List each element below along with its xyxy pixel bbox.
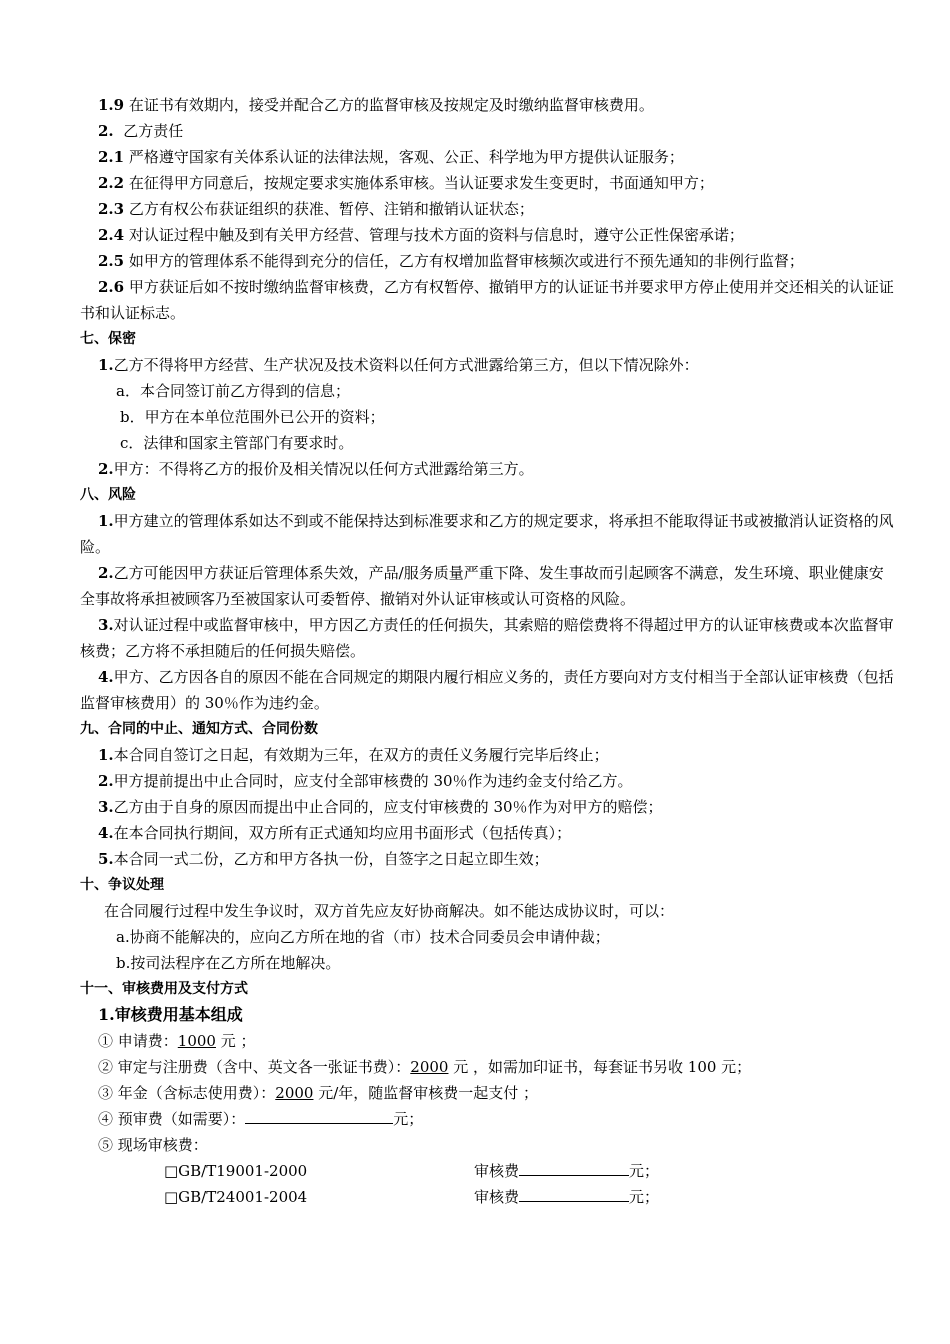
clause-number: 2.2 [98,174,125,192]
confidentiality-clause-1 [80,352,895,378]
fee-composition-title: 1.审核费用基本组成 [98,1005,243,1024]
clause-number: 1. [98,356,114,374]
risk-clause-2 [80,560,895,612]
clause-text: 乙方责任 [123,122,184,140]
fee-application [80,1028,895,1054]
clause-text: 乙方由于自身的原因而提出中止合同的，应支付审核费的 30％作为对甲方的赔偿； [113,798,663,816]
clause-text: 甲方获证后如不按时缴纳监督审核费，乙方有权暂停、撤销甲方的认证证书并要求甲方停止使用并交还相关的认证证书和认证标志。 [80,278,894,322]
fee-label: ④ 预审费（如需要）： [98,1110,246,1128]
clause-text: 严格遵守国家有关体系认证的法律法规，客观、公正、科学地为甲方提供认证服务； [128,148,684,166]
fee-suffix: 元/年，随监督审核费一起支付 ； [313,1084,539,1102]
standard-fee [474,1184,659,1210]
section-heading-risk: 八、风险 [80,487,136,503]
clause-text: 在征得甲方同意后，按规定要求实施体系审核。当认证要求发生变更时，书面通知甲方； [128,174,714,192]
termination-clause-1 [80,742,895,768]
confidentiality-clause-2 [80,456,895,482]
dispute-option-b: b.按司法程序在乙方所在地解决。 [116,954,341,972]
clause-number: 2. [98,564,114,582]
clause-number: 2.3 [98,200,125,218]
fee-suffix: 元； [393,1110,424,1128]
dispute-intro: 在合同履行过程中发生争议时，双方首先应友好协商解决。如不能达成协议时，可以： [104,902,675,920]
clause-number: 4. [98,824,114,842]
standard-checkbox-label[interactable]: □GB/T24001-2004 [164,1188,308,1206]
fee-onsite: ⑤ 现场审核费： [98,1136,208,1154]
fee-amount: 1000 [177,1032,216,1050]
clause-number: 2.4 [98,226,125,244]
section-heading-dispute: 十、争议处理 [80,877,164,893]
fee-suffix: 元 ，如需加印证书，每套证书另收 100 元； [448,1058,752,1076]
clause-text: 本合同自签订之日起，有效期为三年，在双方的责任义务履行完毕后终止； [113,746,609,764]
clause-text: 乙方可能因甲方获证后管理体系失效，产品/服务质量严重下降、发生事故而引起顾客不满意，发生环境、职业健康安全事故将承担被顾客乃至被国家认可委暂停、撤销对外认证审核或认可资格的风险。 [80,564,884,608]
clause-number: 2. [98,460,114,478]
standard-fee [474,1158,659,1184]
clause-number: 4. [98,668,114,686]
clause-number: 2. [98,122,114,140]
exception-c: c．法律和国家主管部门有要求时。 [120,434,354,452]
clause-number: 1. [98,746,114,764]
clause-number: 1. [98,512,114,530]
fee-blank-field[interactable] [519,1159,629,1176]
termination-clause-4 [80,820,895,846]
clause-text: 乙方不得将甲方经营、生产状况及技术资料以任何方式泄露给第三方，但以下情况除外： [113,356,699,374]
clause-text: 如甲方的管理体系不能得到充分的信任，乙方有权增加监督审核频次或进行不预先通知的非例行监督； [128,252,804,270]
clause-number: 2.6 [98,278,125,296]
clause-text: 对认证过程中或监督审核中，甲方因乙方责任的任何损失，其索赔的赔偿费将不得超过甲方的认证审核费或本次监督审核费；乙方将不承担随后的任何损失赔偿。 [80,616,894,660]
exception-a: a．本合同签订前乙方得到的信息； [116,382,350,400]
fee-suffix: 元； [629,1162,660,1180]
fee-registration [80,1054,895,1080]
standard-row-iso14001 [80,1184,895,1210]
section-heading-confidentiality: 七、保密 [80,331,136,347]
clause-text: 甲方建立的管理体系如达不到或不能保持达到标准要求和乙方的规定要求，将承担不能取得证书或被撤消认证资格的风险。 [80,512,894,556]
termination-clause-2 [80,768,895,794]
fee-label: ① 申请费： [98,1032,178,1050]
clause-text: 乙方有权公布获证组织的获准、暂停、注销和撤销认证状态； [128,200,534,218]
dispute-option-a: a.协商不能解决的，应向乙方所在地的省（市）技术合同委员会申请仲裁； [116,928,610,946]
fee-suffix: 元； [629,1188,660,1206]
termination-clause-5 [80,846,895,872]
contract-body [80,92,895,1210]
clause-2-4 [80,222,895,248]
risk-clause-3 [80,612,895,664]
clause-text: 在本合同执行期间，双方所有正式通知均应用书面形式（包括传真）； [113,824,572,842]
clause-number: 3. [98,798,114,816]
clause-text: 本合同一式二份，乙方和甲方各执一份，自签字之日起立即生效； [113,850,549,868]
risk-clause-4 [80,664,895,716]
fee-label: 审核费 [474,1162,520,1180]
clause-number: 2.5 [98,252,125,270]
clause-number: 2. [98,772,114,790]
termination-clause-3 [80,794,895,820]
exception-b: b．甲方在本单位范围外已公开的资料； [120,408,385,426]
risk-clause-1 [80,508,895,560]
fee-label: 审核费 [474,1188,520,1206]
fee-label: ② 审定与注册费（含中、英文各一张证书费）： [98,1058,411,1076]
standard-checkbox-label[interactable]: □GB/T19001-2000 [164,1162,308,1180]
clause-number: 1.9 [98,96,125,114]
clause-2-3 [80,196,895,222]
fee-preaudit [80,1106,895,1132]
section-heading-fees: 十一、审核费用及支付方式 [80,981,248,997]
clause-text: 甲方提前提出中止合同时，应支付全部审核费的 30％作为违约金支付给乙方。 [113,772,633,790]
clause-2-5 [80,248,895,274]
fee-blank-field[interactable] [519,1185,629,1202]
clause-2-1 [80,144,895,170]
fee-blank-field[interactable] [245,1107,393,1124]
clause-text: 甲方、乙方因各自的原因不能在合同规定的期限内履行相应义务的，责任方要向对方支付相当于全部认证审核费（包括监督审核费用）的 30％作为违约金。 [80,668,894,712]
clause-2-2 [80,170,895,196]
clause-text: 在证书有效期内，接受并配合乙方的监督审核及按规定及时缴纳监督审核费用。 [128,96,654,114]
clause-number: 3. [98,616,114,634]
clause-text: 甲方：不得将乙方的报价及相关情况以任何方式泄露给第三方。 [113,460,534,478]
clause-number: 5. [98,850,114,868]
section-heading-termination: 九、合同的中止、通知方式、合同份数 [80,721,318,737]
fee-annual [80,1080,895,1106]
section-2-title [80,118,895,144]
clause-text: 对认证过程中触及到有关甲方经营、管理与技术方面的资料与信息时，遵守公正性保密承诺； [128,226,744,244]
clause-2-6 [80,274,895,326]
clause-number: 2.1 [98,148,125,166]
fee-suffix: 元 ； [215,1032,256,1050]
clause-1-9 [80,92,895,118]
fee-amount: 2000 [410,1058,449,1076]
standard-row-iso9001 [80,1158,895,1184]
fee-amount: 2000 [275,1084,314,1102]
fee-label: ③ 年金（含标志使用费）： [98,1084,276,1102]
